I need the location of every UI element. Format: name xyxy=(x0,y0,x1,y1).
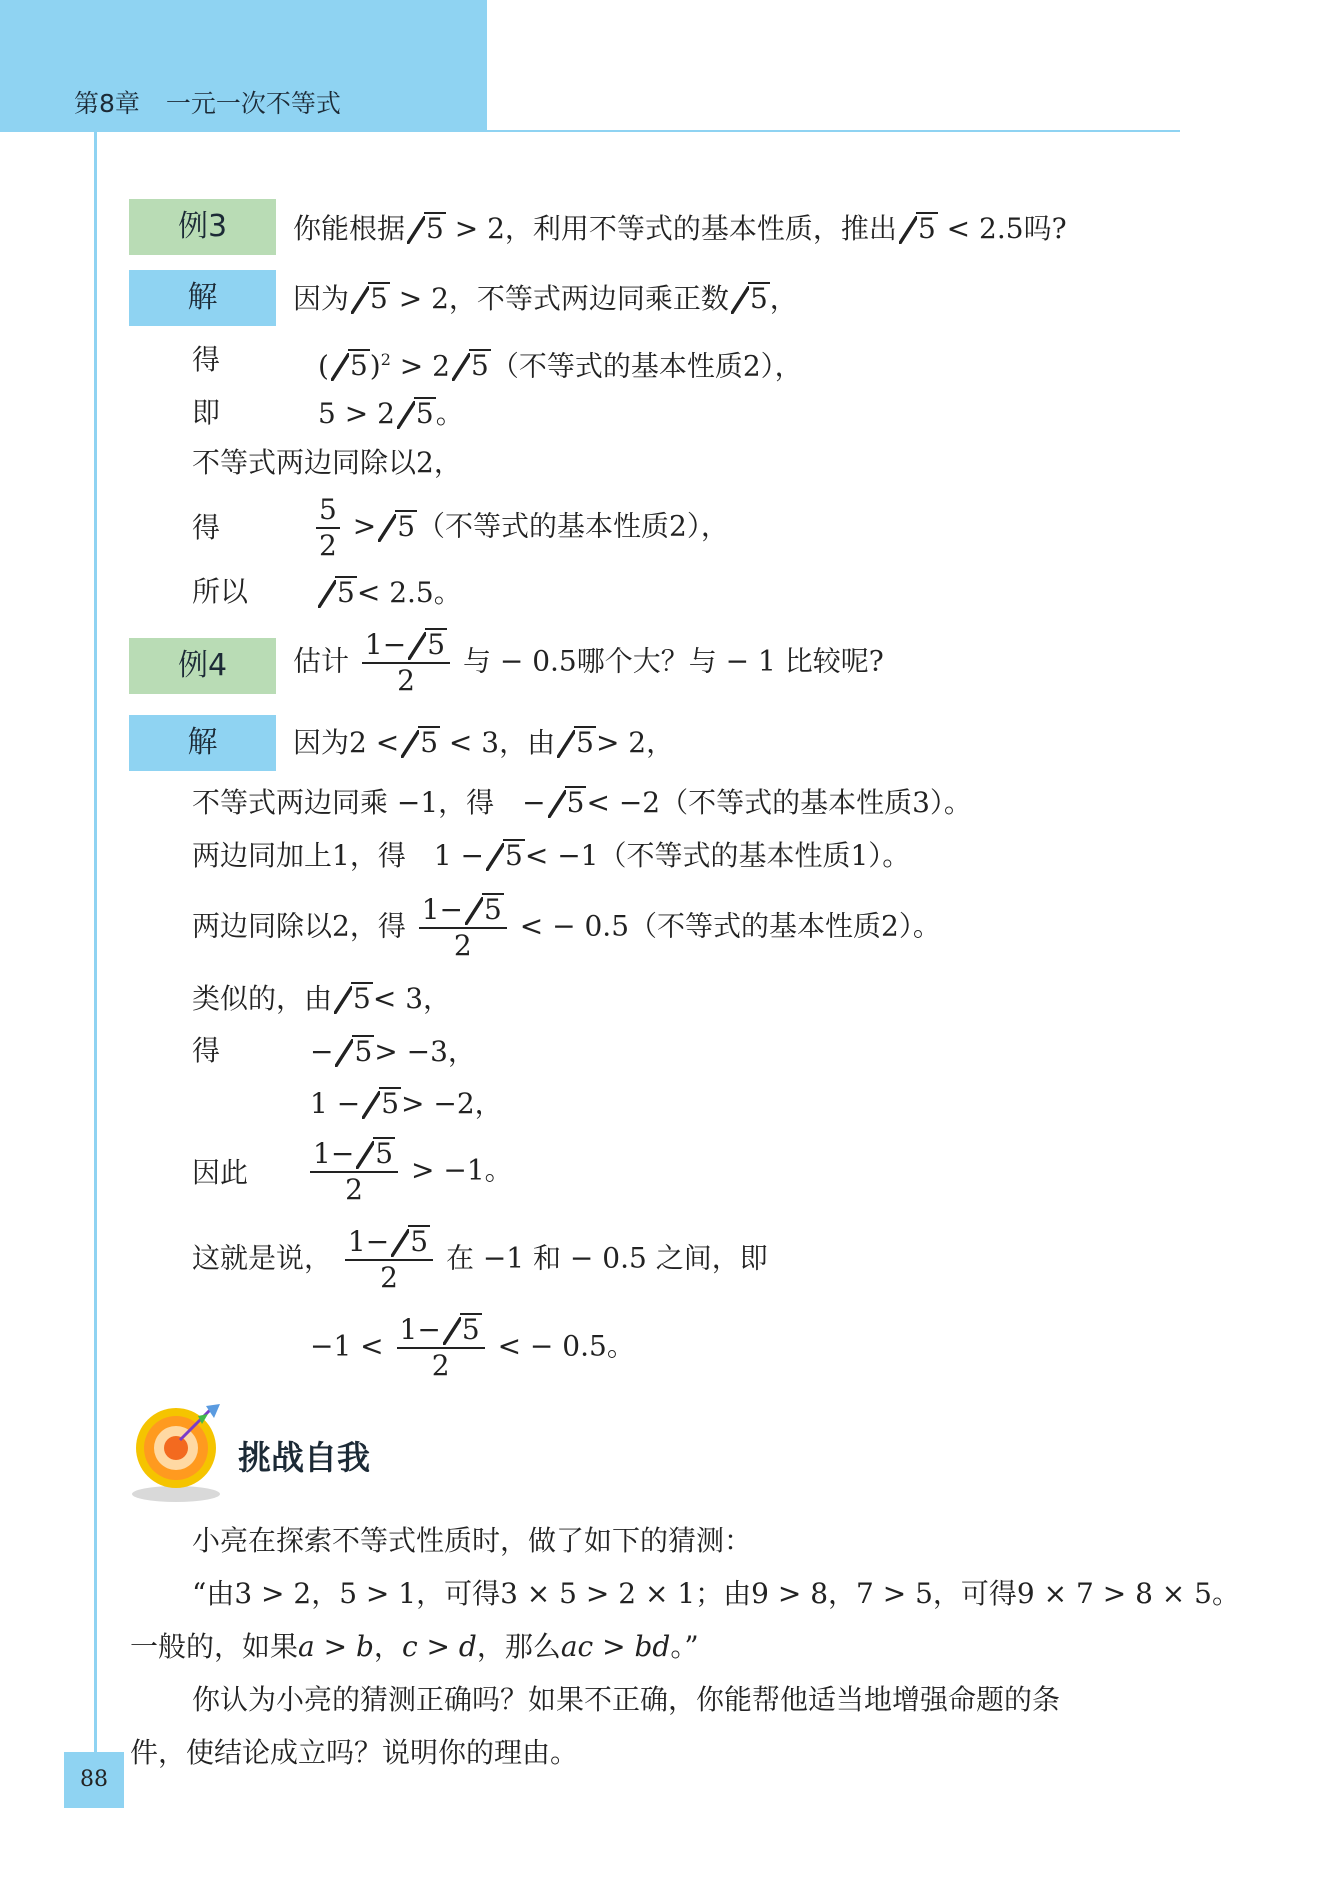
chapter-heading xyxy=(74,84,341,120)
challenge-title: 挑战自我 xyxy=(238,1438,370,1477)
solution-3-line-5: $\frac{5}{2}$ > 5（不等式的基本性质2）， xyxy=(312,493,729,563)
margin-rule xyxy=(94,132,97,1752)
example-3-question: 你能根据 5 > 2，利用不等式的基本性质，推出 5 < 2.5吗? xyxy=(293,212,1067,245)
solution-3-line-3-label: 即 xyxy=(192,396,221,429)
chapter-title: 一元一次不等式 xyxy=(165,89,341,118)
solution-4-line-2: 不等式两边同乘 −1，得 − 5< −2（不等式的基本性质3）。 xyxy=(192,786,972,819)
solution-4-line-4: 两边同除以2，得 $\frac{1- 5}{2}$ < − 0.5（不等式的基本性质2）。 xyxy=(192,893,941,962)
challenge-paragraph-2: “由3 > 2，5 > 1，可得3 × 5 > 2 × 1；由9 > 8，7 > 5，可得9 × 7 > 8 × 5。 xyxy=(192,1577,1240,1610)
example-4-tag: 例4 xyxy=(129,638,276,694)
solution-4-line-5: 类似的，由 5< 3， xyxy=(192,982,452,1015)
solution-3-line-4: 不等式两边同除以2， xyxy=(192,446,462,479)
solution-4-line-6-label: 得 xyxy=(192,1034,221,1067)
chapter-number: 第8章 xyxy=(74,89,140,118)
solution-3-line-2-label: 得 xyxy=(192,343,221,376)
solution-4-tag: 解 xyxy=(129,715,276,771)
challenge-paragraph-3: 一般的，如果a > b，c > d，那么ac > bd。” xyxy=(130,1630,699,1663)
solution-3-line-1: 因为 5 > 2，不等式两边同乘正数 5， xyxy=(293,282,798,315)
example-4-question: 估计 $\frac{1- 5}{2}$ 与 − 0.5哪个大？与 − 1 比较呢? xyxy=(293,628,884,697)
solution-3-line-2: ( 5)$^2$ > 2 5（不等式的基本性质2）， xyxy=(318,349,803,383)
header-rule xyxy=(487,130,1180,132)
solution-4-line-10: −1 < $\frac{1- 5}{2}$ < − 0.5。 xyxy=(310,1313,635,1382)
challenge-paragraph-5: 件，使结论成立吗？说明你的理由。 xyxy=(130,1736,579,1769)
solution-3-line-3: 5 > 2 5。 xyxy=(318,397,464,430)
page-number: 88 xyxy=(80,1767,108,1792)
solution-4-line-1: 因为2 < 5 < 3，由 5> 2， xyxy=(293,726,675,759)
solution-3-tag: 解 xyxy=(129,270,276,326)
solution-4-line-6: − 5> −3， xyxy=(310,1035,476,1068)
solution-3-line-6-label: 所以 xyxy=(192,575,249,608)
example-3-tag: 例3 xyxy=(129,199,276,255)
target-icon xyxy=(128,1402,228,1502)
solution-4-line-3: 两边同加上1，得 1 − 5< −1（不等式的基本性质1）。 xyxy=(192,839,911,872)
challenge-paragraph-4: 你认为小亮的猜测正确吗？如果不正确，你能帮他适当地增强命题的条 xyxy=(192,1683,1061,1716)
solution-4-line-8-label: 因此 xyxy=(192,1156,249,1189)
solution-3-line-5-label: 得 xyxy=(192,511,221,544)
solution-4-line-9: 这就是说， $\frac{1- 5}{2}$ 在 −1 和 − 0.5 之间，即 xyxy=(192,1225,768,1294)
challenge-paragraph-1: 小亮在探索不等式性质时，做了如下的猜测： xyxy=(192,1524,753,1557)
solution-4-line-8: $\frac{1- 5}{2}$ > −1。 xyxy=(306,1137,513,1207)
solution-4-line-7: 1 − 5> −2， xyxy=(310,1087,503,1120)
solution-3-line-6: 5< 2.5。 xyxy=(316,576,462,609)
